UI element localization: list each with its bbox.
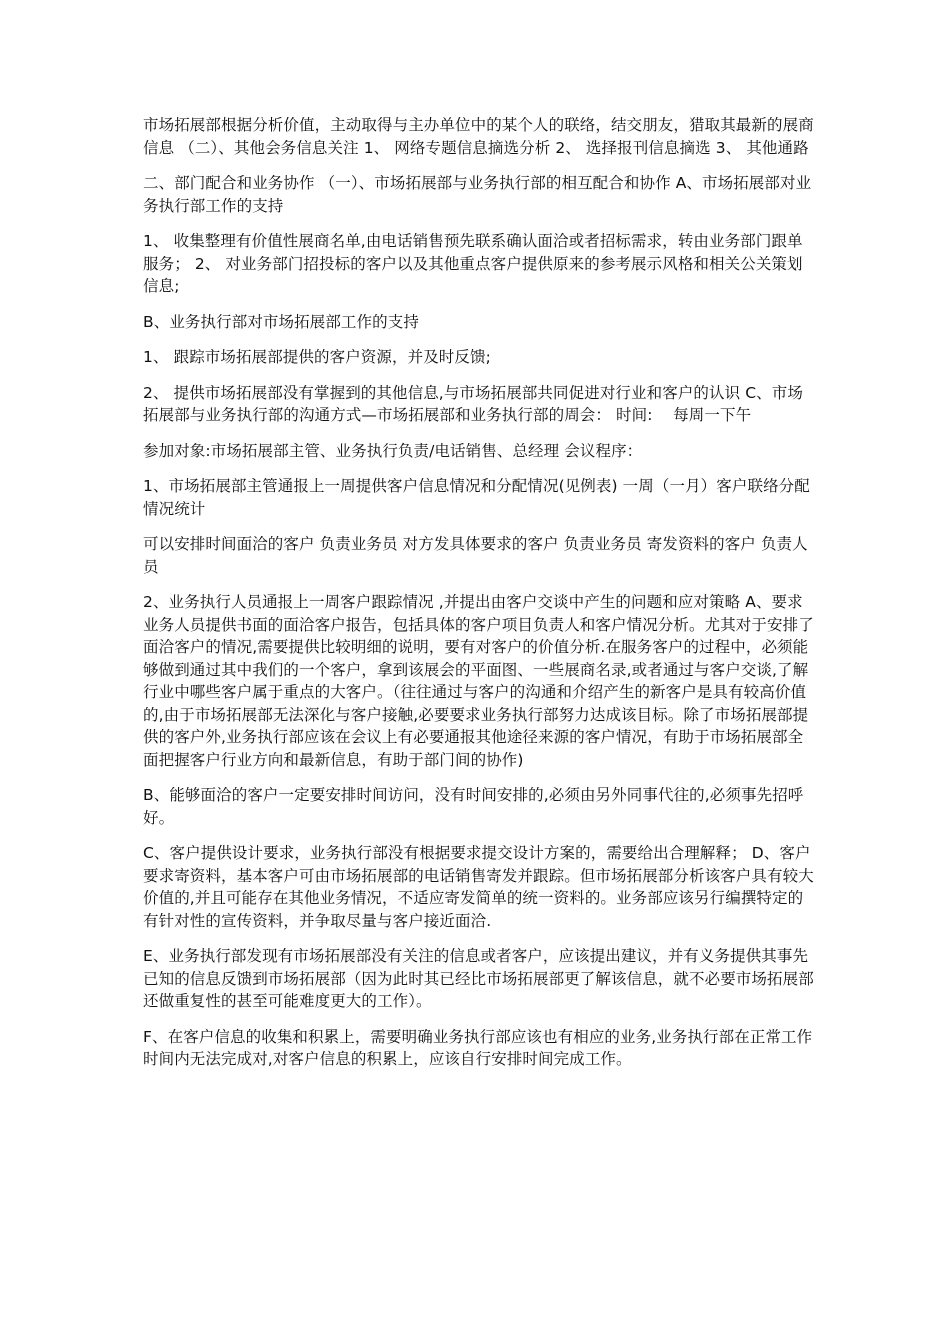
paragraph-2: 二、部门配合和业务协作 （一）、市场拓展部与业务执行部的相互配合和协作 A、市场拓展部对业务执行部工作的支持 <box>143 174 812 215</box>
paragraph-3: 1、 收集整理有价值性展商名单,由电话销售预先联系确认面洽或者招标需求，转由业务部门跟单服务； 2、 对业务部门招投标的客户以及其他重点客户提供原来的参考展示风格和相关公关策划信息; <box>143 232 803 295</box>
paragraph-6: 2、 提供市场拓展部没有掌握到的其他信息,与市场拓展部共同促进对行业和客户的认识 C、市场拓展部与业务执行部的沟通方式—市场拓展部和业务执行部的周会： 时间: 每周一下午 <box>143 383 803 424</box>
paragraph-8: 1、市场拓展部主管通报上一周提供客户信息情况和分配情况(见例表) 一周（一月）客户联络分配情况统计 <box>143 477 810 518</box>
paragraph-7: 参加对象:市场拓展部主管、业务执行负责/电话销售、总经理 会议程序： <box>143 441 643 460</box>
paragraph-4: B、业务执行部对市场拓展部工作的支持 <box>143 312 419 331</box>
paragraph-10: 2、业务执行人员通报上一周客户跟踪情况 ,并提出由客户交谈中产生的问题和应对策略 A、要求业务人员提供书面的面洽客户报告，包括具体的客户项目负责人和客户情况分析。尤其对于安排了面洽客户的情况,需要提供比较明细的说明，要有对客户的价值分析.在服务客户的过程中，必须能够做到通过其中我们的一个客户，拿到该展会的平面图、一些展商名录,或者通过与客户交谈,了解行业中哪些客户属于重点的大客户。（往往通过与客户的沟通和介绍产生的新客户是具有较高价值的,由于市场拓展部无法深化与客户接触,必要要求业务执行部努力达成该目标。除了市场拓展部提供的客户外,业务执行部应该在会议上有必要通报其他途径来源的客户情况，有助于市场拓展部全面把握客户行业方向和最新信息，有助于部门间的协作) <box>143 593 814 769</box>
paragraph-5: 1、 跟踪市场拓展部提供的客户资源，并及时反馈; <box>143 348 491 366</box>
paragraph-9: 可以安排时间面洽的客户 负责业务员 对方发具体要求的客户 负责业务员 寄发资料的客户 负责人员 <box>143 535 808 576</box>
paragraph-14: F、在客户信息的收集和积累上，需要明确业务执行部应该也有相应的业务,业务执行部在正常工作时间内无法完成对,对客户信息的积累上，应该自行安排时间完成工作。 <box>143 1027 813 1068</box>
paragraph-11: B、能够面洽的客户一定要安排时间访问，没有时间安排的,必须由另外同事代往的,必须事先招呼好。 <box>143 786 804 827</box>
document-body <box>143 114 815 1084</box>
paragraph-1: 市场拓展部根据分析价值，主动取得与主办单位中的某个人的联络，结交朋友，猎取其最新的展商信息 （二）、其他会务信息关注 1、 网络专题信息摘选分析 2、 选择报刊信息摘选 3、 其他通路 <box>143 116 814 157</box>
paragraph-12: C、客户提供设计要求，业务执行部没有根据要求提交设计方案的，需要给出合理解释； D、客户要求寄资料，基本客户可由市场拓展部的电话销售寄发并跟踪。但市场拓展部分析该客户具有较大价值的,并且可能存在其他业务情况，不适应寄发简单的统一资料的。业务部应该另行编撰特定的有针对性的宣传资料，并争取尽量与客户接近面洽. <box>143 844 814 930</box>
paragraph-13: E、业务执行部发现有市场拓展部没有关注的信息或者客户，应该提出建议，并有义务提供其事先已知的信息反馈到市场拓展部（因为此时其已经比市场拓展部更了解该信息，就不必要市场拓展部还做重复性的甚至可能难度更大的工作）。 <box>143 947 814 1010</box>
